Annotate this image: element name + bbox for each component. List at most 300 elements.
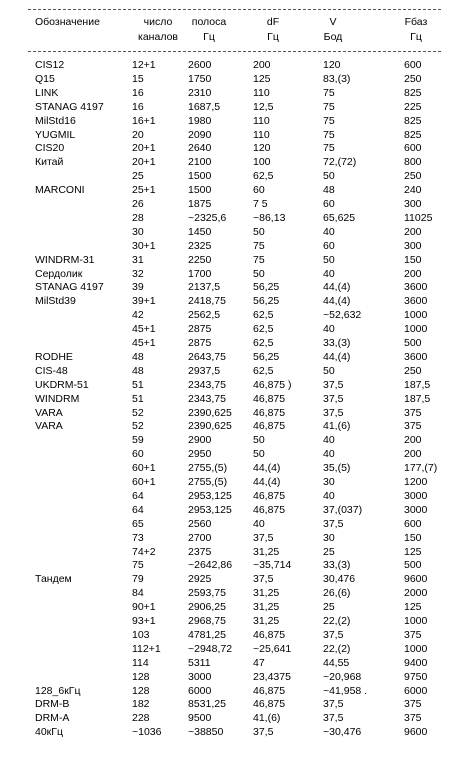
cell-fbase: 600 (404, 59, 422, 71)
table-row (0, 419, 458, 433)
table-row (0, 280, 458, 294)
cell-df: 56,25 (253, 350, 280, 363)
header-df: dF Гц (266, 16, 280, 43)
cell-designation: DRM-B (35, 698, 70, 711)
table-row (0, 447, 458, 461)
cell-fbase: 375 (404, 420, 422, 433)
cell-fbase: 6000 (404, 684, 428, 697)
cell-designation: VARA (35, 420, 63, 433)
table-row (0, 503, 458, 517)
cell-df: 46,875 ) (253, 378, 292, 391)
cell-channels: 16 (132, 100, 144, 113)
table-row (0, 225, 458, 239)
cell-baud: 22,(2) (323, 642, 351, 655)
cell-fbase: 375 (404, 712, 422, 725)
table-row (0, 350, 458, 364)
cell-channels: 20+1 (132, 156, 156, 169)
cell-bandwidth: 6000 (188, 684, 212, 697)
cell-fbase: 1000 (404, 309, 428, 322)
cell-fbase: 3000 (404, 503, 428, 516)
cell-fbase: 375 (404, 698, 422, 711)
cell-baud: 22,(2) (323, 615, 351, 627)
cell-df: 62,5 (253, 323, 274, 336)
cell-baud: 37,(037) (323, 503, 363, 516)
cell-fbase: 200 (404, 434, 422, 447)
cell-channels: 114 (132, 656, 149, 669)
cell-fbase: 187,5 (404, 378, 431, 391)
cell-df: 37,5 (253, 726, 274, 739)
cell-bandwidth: 1980 (188, 114, 212, 127)
cell-bandwidth: 2325 (188, 239, 212, 252)
cell-channels: 128 (132, 670, 150, 683)
cell-baud: 37,5 (323, 698, 344, 711)
cell-bandwidth: 2643,75 (188, 350, 226, 363)
cell-df: 46,875 (253, 698, 286, 711)
cell-baud: ~41,958 . (323, 684, 368, 697)
cell-bandwidth: 2343,75 (188, 392, 226, 405)
cell-fbase: 187,5 (404, 392, 431, 405)
cell-baud: 72,(72) (323, 156, 357, 169)
table-row (0, 656, 458, 670)
cell-df: 44,(4) (253, 462, 281, 475)
table-row (0, 489, 458, 503)
cell-channels: 73 (132, 531, 144, 544)
cell-baud: 25 (323, 545, 335, 558)
cell-baud: 41,(6) (323, 420, 351, 433)
table-row (0, 336, 458, 350)
cell-df: 120 (253, 142, 271, 155)
cell-channels: 45+1 (132, 337, 156, 349)
cell-baud: 33,(3) (323, 559, 351, 572)
cell-df: 50 (253, 267, 265, 280)
table-row (0, 155, 458, 169)
cell-bandwidth: 9500 (188, 712, 212, 725)
cell-df: 56,25 (253, 295, 280, 308)
cell-df: 62,5 (253, 170, 274, 183)
cell-channels: 48 (132, 350, 144, 363)
table-header (0, 15, 458, 45)
cell-baud: 44,(4) (323, 295, 351, 308)
cell-channels: 74+2 (132, 545, 156, 558)
cell-bandwidth: 2953,125 (188, 503, 232, 516)
cell-channels: 65 (132, 517, 144, 530)
cell-baud: 48 (323, 184, 335, 197)
table-row (0, 558, 458, 572)
cell-designation: Сердолик (35, 267, 83, 280)
cell-channels: 16 (132, 86, 144, 99)
table-row (0, 114, 458, 128)
cell-fbase: 125 (404, 601, 422, 614)
cell-fbase: 300 (404, 198, 422, 210)
cell-channels: 60 (132, 448, 144, 461)
cell-df: 31,25 (253, 601, 280, 614)
cell-designation: 40кГц (35, 726, 63, 739)
cell-bandwidth: 2875 (188, 337, 212, 349)
cell-bandwidth: ~2325,6 (188, 211, 227, 224)
cell-channels: 25 (132, 170, 144, 183)
cell-fbase: 9750 (404, 670, 428, 683)
cell-baud: ~30,476 (323, 726, 362, 739)
header-dashed-rule (28, 51, 441, 52)
cell-channels: 31 (132, 253, 144, 266)
cell-df: ~25,641 (253, 642, 292, 655)
cell-df: 46,875 (253, 628, 286, 641)
table-row (0, 169, 458, 183)
table-row (0, 531, 458, 545)
cell-designation: Q15 (35, 72, 55, 85)
cell-designation: MilStd16 (35, 114, 76, 127)
cell-bandwidth: ~38850 (188, 726, 224, 739)
table-row (0, 614, 458, 628)
table-row (0, 211, 458, 225)
cell-df: ~35,714 (253, 559, 292, 572)
table-row (0, 517, 458, 531)
cell-baud: 40 (323, 489, 335, 502)
table-row (0, 378, 458, 392)
cell-df: 41,(6) (253, 712, 281, 725)
cell-bandwidth: 2900 (188, 434, 212, 447)
cell-fbase: 9600 (404, 726, 428, 739)
cell-df: 62,5 (253, 364, 274, 377)
cell-bandwidth: 2390,625 (188, 420, 232, 433)
cell-bandwidth: 2755,(5) (188, 476, 228, 488)
cell-df: 23,4375 (253, 670, 291, 683)
cell-df: 7 5 (253, 198, 268, 210)
cell-baud: 75 (323, 86, 335, 99)
table-row (0, 628, 458, 642)
cell-df: 75 (253, 253, 265, 266)
table-row (0, 711, 458, 725)
cell-baud: 50 (323, 253, 335, 266)
cell-bandwidth: 2906,25 (188, 601, 226, 614)
cell-fbase: 200 (404, 267, 422, 280)
cell-designation: WINDRM (35, 392, 80, 405)
header-bandwidth: полоса Гц (191, 16, 227, 43)
cell-bandwidth: 2090 (188, 128, 212, 141)
cell-channels: 93+1 (132, 615, 156, 627)
cell-fbase: 2000 (404, 587, 428, 600)
table-row (0, 586, 458, 600)
cell-baud: 44,(4) (323, 350, 351, 363)
cell-designation: YUGMIL (35, 128, 76, 141)
cell-baud: 37,5 (323, 406, 344, 419)
cell-bandwidth: 2310 (188, 86, 212, 99)
cell-baud: ~52,632 (323, 309, 362, 322)
cell-baud: 75 (323, 142, 335, 155)
cell-fbase: 177,(7) (404, 462, 438, 475)
cell-channels: 42 (132, 309, 144, 322)
cell-channels: 52 (132, 406, 144, 419)
cell-baud: 40 (323, 323, 335, 336)
table-row (0, 239, 458, 253)
cell-channels: 16+1 (132, 114, 156, 127)
cell-bandwidth: 2343,75 (188, 378, 226, 391)
table-row (0, 128, 458, 142)
table-row (0, 545, 458, 559)
cell-df: ~86,13 (253, 211, 286, 224)
cell-fbase: 200 (404, 225, 422, 238)
cell-baud: 40 (323, 448, 335, 461)
cell-fbase: 225 (404, 100, 422, 113)
cell-channels: 112+1 (132, 642, 161, 655)
header-baud: V Бод (323, 16, 343, 43)
table-row (0, 725, 458, 739)
table-row (0, 72, 458, 86)
cell-designation: MARCONI (35, 184, 85, 197)
cell-designation: LINK (35, 86, 59, 99)
cell-fbase: 825 (404, 86, 422, 99)
cell-channels: 39 (132, 281, 144, 294)
cell-bandwidth: 2560 (188, 517, 212, 530)
cell-fbase: 825 (404, 114, 422, 127)
cell-channels: 59 (132, 434, 144, 447)
cell-df: 50 (253, 448, 265, 461)
cell-baud: 75 (323, 114, 335, 127)
cell-channels: 60+1 (132, 462, 156, 475)
cell-fbase: 600 (404, 142, 422, 155)
cell-channels: 103 (132, 628, 150, 641)
table-row (0, 392, 458, 406)
header-designation: Обозначение (35, 16, 100, 28)
cell-df: 50 (253, 434, 265, 447)
cell-bandwidth: 2390,625 (188, 406, 232, 419)
cell-bandwidth: ~2948,72 (188, 642, 233, 655)
cell-fbase: 150 (404, 253, 422, 266)
cell-bandwidth: 2700 (188, 531, 212, 544)
cell-df: 37,5 (253, 573, 274, 586)
cell-fbase: 1000 (404, 323, 428, 336)
cell-baud: 44,(4) (323, 281, 351, 294)
cell-df: 31,25 (253, 545, 280, 558)
cell-bandwidth: 1450 (188, 225, 212, 238)
cell-fbase: 250 (404, 364, 422, 377)
cell-channels: 228 (132, 712, 150, 725)
cell-bandwidth: 2755,(5) (188, 462, 228, 475)
cell-df: 46,875 (253, 489, 286, 502)
cell-bandwidth: 2968,75 (188, 615, 226, 627)
cell-baud: 40 (323, 434, 335, 447)
cell-bandwidth: 3000 (188, 670, 212, 683)
cell-fbase: 500 (404, 337, 422, 349)
cell-channels: ~1036 (132, 726, 162, 739)
cell-fbase: 150 (404, 531, 422, 544)
cell-channels: 182 (132, 698, 150, 711)
cell-channels: 128 (132, 684, 150, 697)
cell-df: 46,875 (253, 503, 286, 516)
cell-designation: Тандем (35, 573, 72, 586)
cell-channels: 64 (132, 503, 144, 516)
cell-baud: 30,476 (323, 573, 356, 586)
cell-df: 12,5 (253, 100, 274, 113)
cell-baud: 26,(6) (323, 587, 351, 600)
cell-baud: 75 (323, 128, 335, 141)
cell-df: 37,5 (253, 531, 274, 544)
cell-df: 62,5 (253, 309, 274, 322)
table-row (0, 183, 458, 197)
cell-fbase: 300 (404, 239, 422, 252)
cell-bandwidth: 5311 (188, 656, 211, 669)
cell-channels: 15 (132, 72, 144, 85)
cell-channels: 26 (132, 198, 144, 210)
cell-fbase: 825 (404, 128, 422, 141)
cell-df: 62,5 (253, 337, 274, 349)
cell-df: 46,875 (253, 420, 286, 433)
cell-fbase: 1000 (404, 615, 428, 627)
cell-bandwidth: 2937,5 (188, 364, 221, 377)
table-row (0, 86, 458, 100)
table-row (0, 364, 458, 378)
cell-df: 31,25 (253, 587, 280, 600)
cell-baud: ~20,968 (323, 670, 362, 683)
cell-fbase: 1000 (404, 642, 428, 655)
cell-channels: 32 (132, 267, 144, 280)
cell-bandwidth: 1700 (188, 267, 212, 280)
table-row (0, 642, 458, 656)
cell-designation: CIS-48 (35, 364, 68, 377)
table-row (0, 141, 458, 155)
cell-df: 50 (253, 225, 265, 238)
cell-bandwidth: 2600 (188, 59, 212, 71)
cell-df: 110 (253, 114, 270, 127)
cell-df: 200 (253, 59, 271, 71)
cell-bandwidth: 2875 (188, 323, 212, 336)
cell-fbase: 200 (404, 448, 422, 461)
cell-fbase: 3600 (404, 350, 428, 363)
cell-baud: 40 (323, 267, 335, 280)
cell-baud: 60 (323, 239, 335, 252)
cell-fbase: 3600 (404, 281, 428, 294)
cell-channels: 25+1 (132, 184, 156, 197)
cell-baud: 25 (323, 601, 335, 614)
cell-fbase: 375 (404, 628, 422, 641)
cell-fbase: 250 (404, 72, 422, 85)
cell-df: 110 (253, 86, 270, 99)
table-row (0, 697, 458, 711)
cell-channels: 51 (132, 392, 144, 405)
cell-channels: 51 (132, 378, 144, 391)
cell-channels: 60+1 (132, 476, 156, 488)
cell-df: 125 (253, 72, 271, 85)
cell-designation: CIS12 (35, 59, 65, 71)
cell-designation: STANAG 4197 (35, 281, 104, 294)
cell-bandwidth: 2950 (188, 448, 212, 461)
cell-bandwidth: 1750 (188, 72, 212, 85)
table-row (0, 433, 458, 447)
cell-designation: UKDRM-51 (35, 378, 89, 391)
cell-bandwidth: 4781,25 (188, 628, 226, 641)
cell-fbase: 9600 (404, 573, 428, 586)
cell-channels: 79 (132, 573, 144, 586)
cell-fbase: 1200 (404, 476, 428, 488)
cell-fbase: 600 (404, 517, 422, 530)
cell-baud: 30 (323, 476, 335, 488)
cell-fbase: 500 (404, 559, 422, 572)
cell-fbase: 240 (404, 184, 422, 197)
cell-baud: 120 (323, 59, 341, 71)
cell-baud: 65,625 (323, 211, 356, 224)
cell-baud: 33,(3) (323, 337, 351, 349)
table-row (0, 684, 458, 698)
cell-bandwidth: 1875 (188, 198, 212, 210)
cell-df: 31,25 (253, 615, 280, 627)
cell-bandwidth: 1500 (188, 170, 212, 183)
cell-bandwidth: 2137,5 (188, 281, 221, 294)
table-row (0, 267, 458, 281)
cell-baud: 50 (323, 364, 335, 377)
cell-channels: 90+1 (132, 601, 156, 614)
cell-baud: 50 (323, 170, 335, 183)
cell-bandwidth: 2562,5 (188, 309, 221, 322)
cell-df: 40 (253, 517, 265, 530)
cell-baud: 37,5 (323, 378, 344, 391)
table-row (0, 600, 458, 614)
cell-df: 75 (253, 239, 265, 252)
table-row (0, 322, 458, 336)
cell-fbase: 9400 (404, 656, 428, 669)
cell-designation: Китай (35, 156, 64, 169)
header-fbase: Fбаз Гц (404, 16, 428, 43)
cell-baud: 37,5 (323, 712, 344, 725)
table-row (0, 100, 458, 114)
cell-df: 47 (253, 656, 265, 669)
cell-fbase: 11025 (404, 211, 433, 224)
header-channels: число каналов (138, 16, 178, 43)
cell-bandwidth: ~2642,86 (188, 559, 233, 572)
cell-bandwidth: 2250 (188, 253, 212, 266)
cell-bandwidth: 2100 (188, 156, 212, 169)
cell-fbase: 3600 (404, 295, 428, 308)
cell-fbase: 375 (404, 406, 422, 419)
cell-df: 46,875 (253, 684, 286, 697)
cell-fbase: 250 (404, 170, 422, 183)
table-row (0, 461, 458, 475)
table-row (0, 308, 458, 322)
table-row (0, 58, 458, 72)
cell-designation: CIS20 (35, 142, 65, 155)
cell-channels: 30+1 (132, 239, 156, 252)
cell-bandwidth: 2640 (188, 142, 212, 155)
cell-designation: STANAG 4197 (35, 100, 104, 113)
cell-channels: 30 (132, 225, 144, 238)
cell-baud: 37,5 (323, 517, 344, 530)
cell-bandwidth: 2593,75 (188, 587, 226, 600)
cell-fbase: 800 (404, 156, 422, 169)
cell-designation: RODHE (35, 350, 73, 363)
cell-df: 46,875 (253, 392, 286, 405)
cell-channels: 64 (132, 489, 144, 502)
cell-bandwidth: 2953,125 (188, 489, 232, 502)
table-row (0, 197, 458, 211)
cell-channels: 20+1 (132, 142, 156, 155)
cell-df: 46,875 (253, 406, 286, 419)
cell-baud: 40 (323, 225, 335, 238)
cell-designation: 128_6кГц (35, 684, 81, 697)
cell-baud: 75 (323, 100, 335, 113)
cell-channels: 48 (132, 364, 144, 377)
cell-designation: DRM-A (35, 712, 70, 725)
cell-channels: 75 (132, 559, 144, 572)
cell-df: 60 (253, 184, 265, 197)
cell-channels: 39+1 (132, 295, 156, 308)
table-row (0, 294, 458, 308)
table-row (0, 670, 458, 684)
table-row (0, 253, 458, 267)
cell-baud: 37,5 (323, 628, 344, 641)
cell-df: 56,25 (253, 281, 280, 294)
cell-baud: 83,(3) (323, 72, 351, 85)
cell-bandwidth: 2418,75 (188, 295, 226, 308)
cell-fbase: 3000 (404, 489, 428, 502)
